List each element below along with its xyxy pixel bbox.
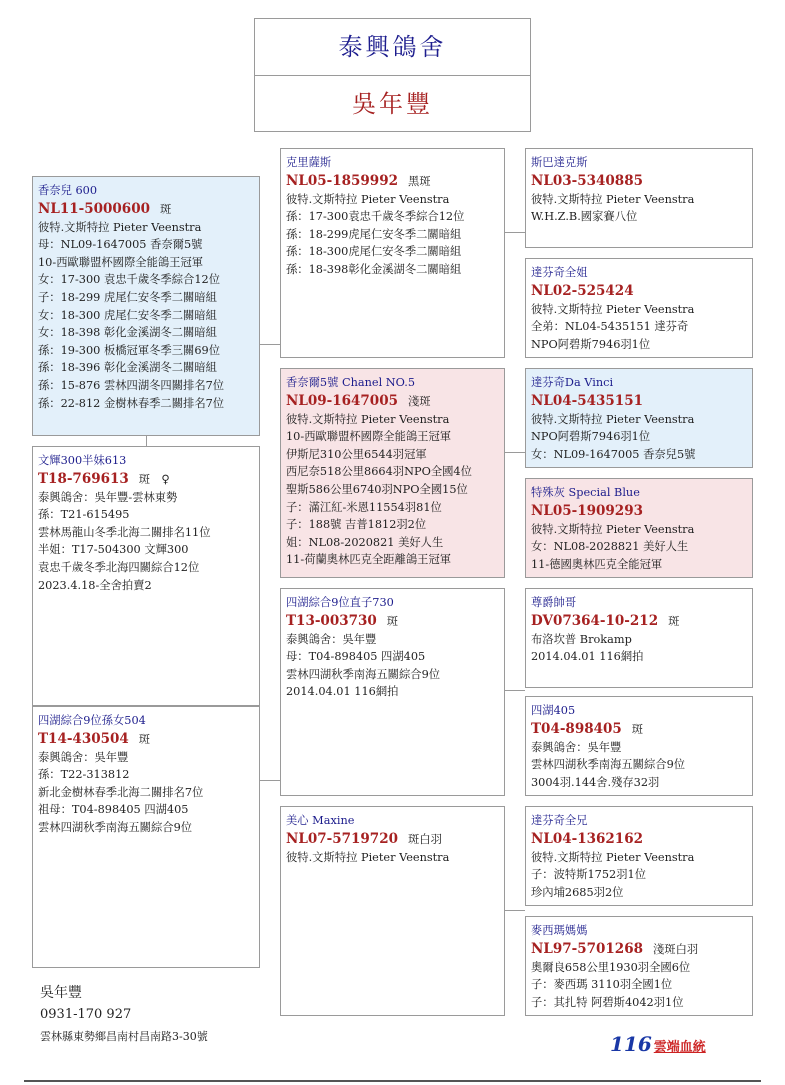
pedigree-box-ggsire-2 (525, 368, 753, 468)
connector-line (146, 436, 147, 446)
owner-info (40, 982, 208, 1048)
info-line: 奧爾良658公里1930羽全國6位 (531, 960, 691, 974)
info-line: 雲林四湖秋季南海五關綜合9位 (38, 820, 193, 834)
info-line: 女：17-300 袁忠千歲冬季綜合12位 (38, 273, 220, 287)
info-line: 母：NL09-1647005 香奈爾5號 (38, 238, 203, 252)
owner-name: 吳年豐 (352, 90, 433, 118)
bird-color: 斑 (159, 202, 172, 216)
ring-number: NL09-1647005 (286, 392, 398, 409)
info-line: 女：18-398 彰化金溪湖冬二關暗組 (38, 326, 217, 340)
info-line: 新北金樹林春季北海二關排名7位 (38, 785, 204, 799)
info-line: 珍內埔2685羽2位 (531, 885, 624, 899)
info-line: 2014.04.01 116網拍 (286, 685, 399, 699)
pedigree-box-ggsire-1 (525, 148, 753, 248)
pedigree-box-ggdam-4 (525, 916, 753, 1016)
info-line: 雲林馬龍山冬季北海二關排名11位 (38, 525, 211, 539)
ring-number: NL02-525424 (531, 282, 634, 299)
owner-name-footer: 吳年豐 (40, 985, 82, 1001)
info-line: 孫：18-396 彰化金溪湖冬二關暗組 (38, 361, 217, 375)
info-line: 孫：T22-313812 (38, 768, 130, 782)
bird-name: 尊爵帥哥 (531, 596, 577, 609)
ring-number: NL04-1362162 (531, 830, 643, 847)
bird-color: 黑斑 (407, 174, 431, 188)
info-line: 袁忠千歲冬季北海四關綜合12位 (38, 560, 200, 574)
bird-name: 達芬奇全兄 (531, 814, 588, 827)
info-line: 彼特.文斯特拉 Pieter Veenstra (38, 220, 202, 234)
bird-color: 斑 (138, 732, 151, 746)
info-line: 孫：15-876 雲林四湖冬四關排名7位 (38, 378, 225, 392)
ring-number: NL03-5340885 (531, 172, 643, 189)
brand-text: 雲端血統 (653, 1040, 706, 1055)
info-line: 姐：NL08-2020821 美好人生 (286, 535, 444, 549)
bird-color: 斑 (668, 614, 680, 628)
pedigree-box-grandam (280, 368, 505, 578)
bird-name: 香奈兒 600 (38, 184, 98, 197)
bird-name: 克里薩斯 (286, 156, 332, 169)
info-line: 孫：17-300袁忠千歲冬季綜合12位 (286, 210, 465, 224)
connector-line (505, 690, 525, 691)
pedigree-box-grandam-2 (280, 806, 505, 1016)
info-line: NPO阿碧斯7946羽1位 (531, 337, 651, 351)
ring-number: T13-003730 (286, 612, 377, 629)
title-block (254, 18, 531, 132)
info-line: 孫：19-300 板橋冠軍冬季三關69位 (38, 343, 220, 357)
ring-number: DV07364-10-212 (531, 612, 659, 629)
pedigree-box-dam (32, 446, 260, 706)
bird-color: 斑 ♀ (138, 472, 170, 486)
bird-color: 淺斑白羽 (652, 942, 699, 956)
info-line: 伊斯尼310公里6544羽冠軍 (286, 447, 427, 461)
pedigree-box-grandsire (280, 148, 505, 358)
info-line: 子：188號 吉普1812羽2位 (286, 518, 427, 532)
ring-number: NL05-1909293 (531, 502, 643, 519)
brand-logo (610, 1032, 706, 1054)
loft-name: 泰興鴿舍 (255, 19, 530, 76)
bird-name: 達芬奇Da Vinci (531, 376, 614, 389)
info-line: 彼特.文斯特拉 Pieter Veenstra (531, 850, 695, 864)
bird-name: 香奈爾5號 Chanel NO.5 (286, 376, 416, 389)
info-line: 母：T04-898405 四湖405 (286, 650, 426, 664)
info-line: 女：NL08-2028821 美好人生 (531, 540, 689, 554)
info-line: 全弟：NL04-5435151 達芬奇 (531, 320, 689, 334)
info-line: 半姐：T17-504300 文輝300 (38, 543, 189, 557)
info-line: 2014.04.01 116網拍 (531, 650, 644, 664)
bird-name: 美心 Maxine (286, 814, 355, 827)
pedigree-box-ggdam-3 (525, 696, 753, 796)
info-line: 彼特.文斯特拉 Pieter Veenstra (286, 850, 450, 864)
pedigree-box-sire (32, 176, 260, 436)
brand-number: 116 (610, 1032, 652, 1056)
info-line: 彼特.文斯特拉 Pieter Veenstra (286, 412, 450, 426)
info-line: 布洛坎普 Brokamp (531, 632, 632, 646)
bottom-rule (24, 1080, 761, 1082)
ring-number: T04-898405 (531, 720, 622, 737)
info-line: 2023.4.18-全舍拍賣2 (38, 578, 152, 592)
info-line: W.H.Z.B.國家賽八位 (531, 210, 638, 224)
info-line: 11-荷蘭奧林匹克全距離鴿王冠軍 (286, 553, 452, 567)
ring-number: NL11-5000600 (38, 200, 150, 217)
info-line: 彼特.文斯特拉 Pieter Veenstra (286, 192, 450, 206)
bird-name: 特殊灰 Special Blue (531, 486, 640, 499)
connector-line (505, 910, 525, 911)
info-line: 10-西歐聯盟杯國際全能鴿王冠軍 (286, 430, 452, 444)
ring-number: NL04-5435151 (531, 392, 643, 409)
bird-name: 麥西瑪媽媽 (531, 924, 588, 937)
info-line: 彼特.文斯特拉 Pieter Veenstra (531, 522, 695, 536)
pedigree-box-ggdam-1 (525, 258, 753, 358)
pedigree-box-grandsire-2 (280, 588, 505, 796)
bird-name: 四湖405 (531, 704, 576, 717)
bird-color: 斑 (386, 614, 399, 628)
info-line: 孫：18-398彰化金溪湖冬二關暗組 (286, 262, 462, 276)
info-line: 3004羽.144舍.殘存32羽 (531, 775, 660, 789)
connector-line (260, 780, 280, 781)
info-line: 孫：18-300虎尾仁安冬季二關暗組 (286, 245, 462, 259)
info-line: 泰興鴿舍：吳年豐 (531, 740, 622, 754)
info-line: 泰興鴿舍：吳年豐 (286, 632, 377, 646)
bird-color: 斑 (631, 722, 644, 736)
info-line: 雲林四湖秋季南海五關綜合9位 (531, 758, 686, 772)
bird-name: 文輝300半妹613 (38, 454, 127, 467)
ring-number: NL05-1859992 (286, 172, 398, 189)
bird-name: 四湖綜合9位孫女504 (38, 714, 146, 727)
connector-line (505, 452, 525, 453)
info-line: 雲林四湖秋季南海五關綜合9位 (286, 667, 441, 681)
info-line: 女：NL09-1647005 香奈兒5號 (531, 447, 696, 461)
info-line: 聖斯586公里6740羽NPO全國15位 (286, 482, 468, 496)
info-line: 孫：18-299虎尾仁安冬季二關暗組 (286, 227, 462, 241)
bird-color: 淺斑 (407, 394, 431, 408)
bird-name: 四湖綜合9位直子730 (286, 596, 394, 609)
connector-line (505, 232, 525, 233)
pedigree-box-ggsire-4 (525, 806, 753, 906)
owner-address: 雲林縣東勢鄉昌南村昌南路3-30號 (40, 1030, 208, 1043)
ring-number: T14-430504 (38, 730, 129, 747)
ring-number: T18-769613 (38, 470, 129, 487)
info-line: 孫：22-812 金樹林春季二關排名7位 (38, 396, 225, 410)
info-line: 彼特.文斯特拉 Pieter Veenstra (531, 412, 695, 426)
info-line: 彼特.文斯特拉 Pieter Veenstra (531, 302, 695, 316)
ring-number: NL07-5719720 (286, 830, 398, 847)
info-line: 泰興鴿舍：吳年豐 (38, 750, 129, 764)
info-line: 女：18-300 虎尾仁安冬季二關暗組 (38, 308, 217, 322)
info-line: 子：波特斯1752羽1位 (531, 868, 647, 882)
info-line: 彼特.文斯特拉 Pieter Veenstra (531, 192, 695, 206)
info-line: NPO阿碧斯7946羽1位 (531, 430, 651, 444)
pedigree-box-ggdam-2 (525, 478, 753, 578)
pedigree-box-ggsire-3 (525, 588, 753, 688)
info-line: 泰興鴿舍：吳年豐-雲林東勢 (38, 490, 178, 504)
info-line: 10-西歐聯盟杯國際全能鴿王冠軍 (38, 255, 204, 269)
info-line: 子：麥西瑪 3110羽全國1位 (531, 978, 673, 992)
info-line: 西尼奈518公里8664羽NPO全國4位 (286, 465, 472, 479)
connector-line (260, 344, 280, 345)
info-line: 11-德國奧林匹克全能冠軍 (531, 557, 663, 571)
info-line: 子：其扎特 阿碧斯4042羽1位 (531, 995, 684, 1009)
info-line: 子：18-299 虎尾仁安冬季二關暗組 (38, 290, 217, 304)
bird-name: 達芬奇全姐 (531, 266, 588, 279)
owner-phone: 0931-170 927 (40, 1007, 132, 1022)
bird-name: 斯巴達克斯 (531, 156, 588, 169)
info-line: 祖母：T04-898405 四湖405 (38, 803, 189, 817)
ring-number: NL97-5701268 (531, 940, 643, 957)
pedigree-box-granddam (32, 706, 260, 968)
info-line: 孫：T21-615495 (38, 508, 130, 522)
bird-color: 斑白羽 (407, 832, 442, 846)
info-line: 子：滿江紅-米恩11554羽81位 (286, 500, 442, 514)
